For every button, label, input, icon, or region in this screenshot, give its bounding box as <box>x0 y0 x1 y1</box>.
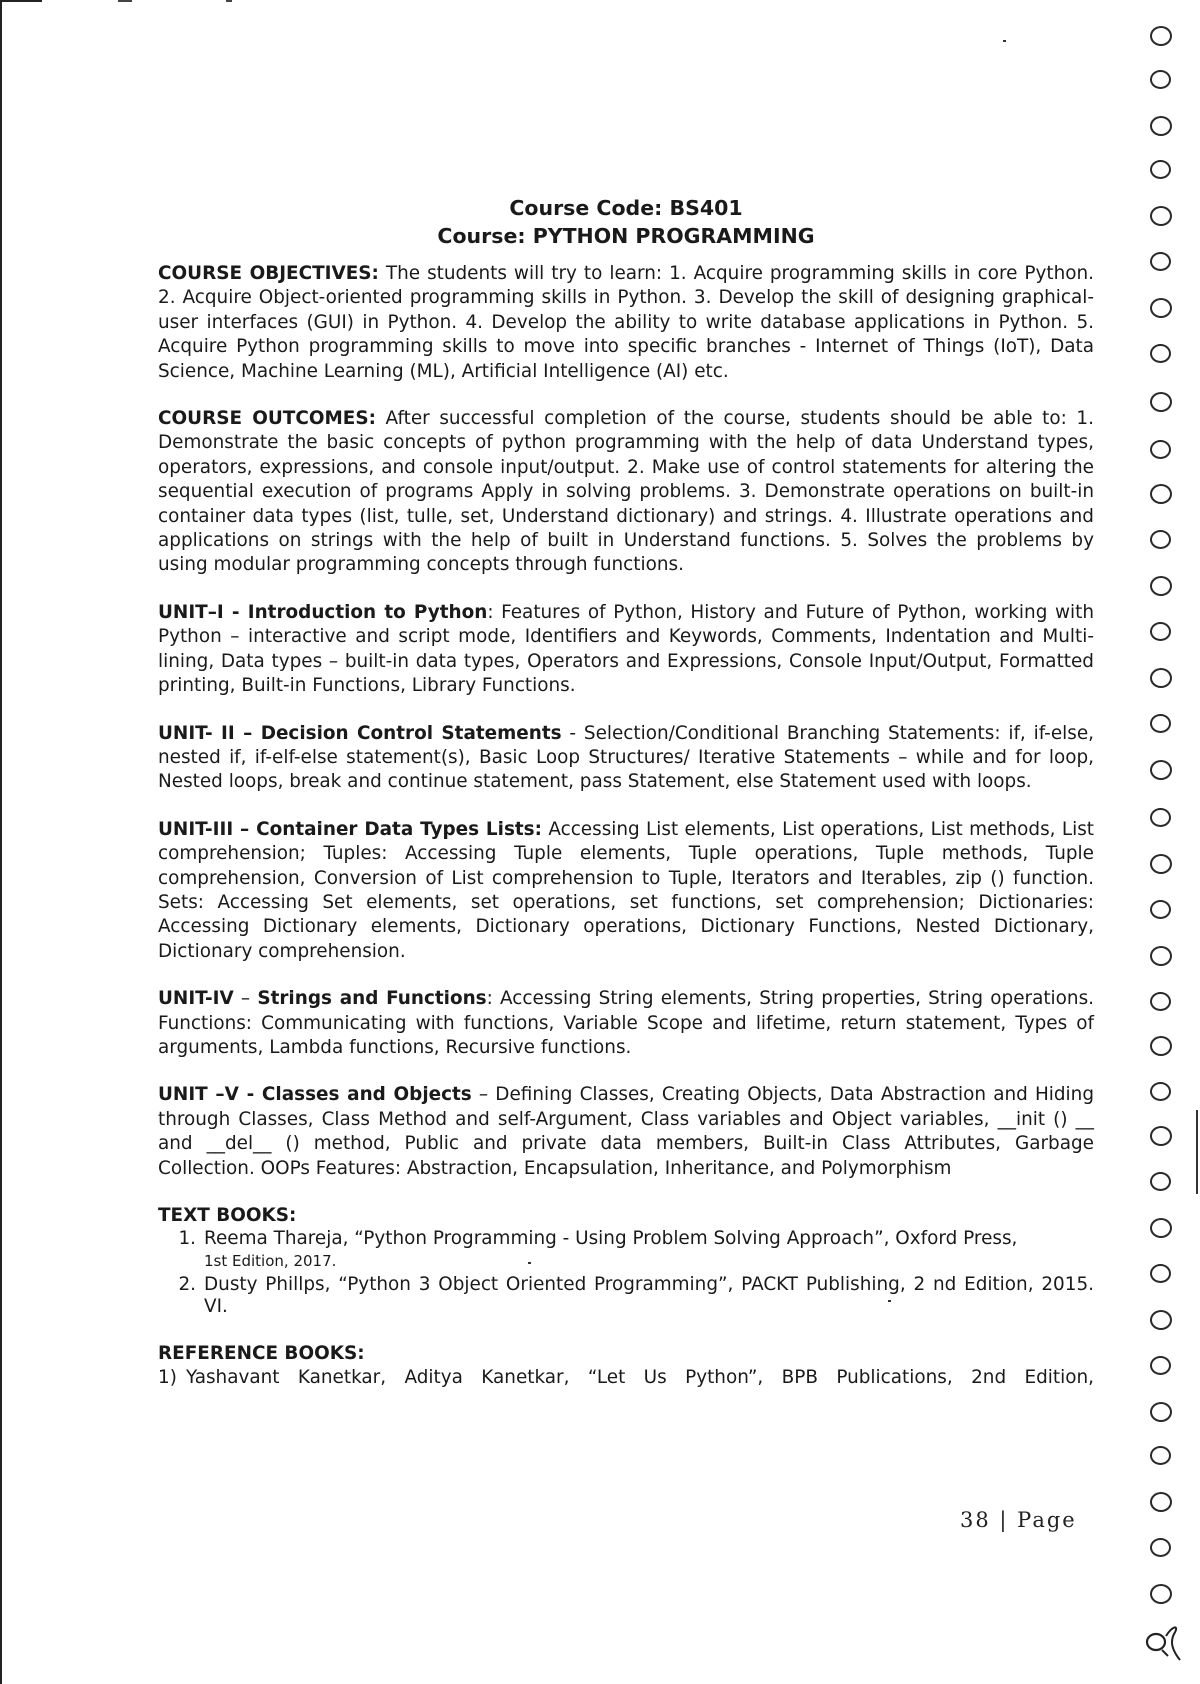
binding-hole-icon <box>1150 70 1171 89</box>
binding-hole-icon <box>1150 760 1172 780</box>
unit-1-text: : Features of Python, History and Future of Python, working with Python – interactive and script mode, Identifiers and Keywords, Comments, Indentation and Multi-lining, Data types – built-in data types, Operators and Expressions, Console Input/Output, Formatted printing, Built-in Functions, Library Functions. <box>158 601 1094 697</box>
course-outcomes <box>158 407 1094 578</box>
course-objectives <box>158 262 1094 384</box>
binding-hole-icon <box>1150 392 1172 412</box>
page-number: 38 | Page <box>960 1508 1077 1532</box>
objectives-text: The students will try to learn: 1. Acquire programming skills in core Python. 2. Acquire Object-oriented programming skills in Python. 3. Develop the skill of designing graphical-user interfaces (GUI) in Python. 4. Develop the ability to write database applications in Python. 5. Acquire Python programming skills to move into specific branches - Internet of Things (IoT), Data Science, Machine Learning (ML), Artificial Intelligence (AI) etc. <box>158 263 1094 382</box>
binding-hole-icon <box>1150 1356 1171 1375</box>
binding-hole-icon <box>1150 252 1171 271</box>
binding-hole-icon <box>1150 1492 1172 1512</box>
list-item-number: 2. <box>178 1274 196 1295</box>
unit-5-title: UNIT –V - Classes and Objects <box>158 1084 472 1106</box>
binding-hole-icon <box>1150 26 1172 46</box>
unit-3 <box>158 818 1094 964</box>
list-item-text: Reema Thareja, “Python Programming - Using Problem Solving Approach”, Oxford Press, <box>204 1228 1018 1249</box>
binding-hole-icon <box>1150 808 1171 827</box>
unit-4-title: Strings and Functions <box>257 988 487 1010</box>
unit-5-text: – Defining Classes, Creating Objects, Data Abstraction and Hiding through Classes, Class Method and self-Argument, Class variables and Object variables, __init () __ and __del__ () method, Public and private data members, Built-in Class Attributes, Garbage Collection. OOPs Features: Abstraction, Encapsulation, Inheritance, and Polymorphism <box>158 1084 1094 1179</box>
scan-edge-mark <box>1196 1110 1198 1194</box>
scan-speck <box>1003 40 1006 42</box>
binding-holes <box>1150 0 1190 1684</box>
list-item-number: 1) <box>158 1367 177 1388</box>
binding-hole-icon <box>1150 344 1171 363</box>
unit-4-text: : Accessing String elements, String properties, String operations. Functions: Communicating with functions, Variable Scope and lifetime, return statement, Types of arguments, Lambda functions, Recursive functions. <box>158 988 1094 1058</box>
unit-2-text: - Selection/Conditional Branching Statements: if, if-else, nested if, if-elf-else statement(s), Basic Loop Structures/ Iterative Statements – while and for loop, Nested loops, break and continue statement, pass Statement, else Statement used with loops. <box>158 722 1094 793</box>
binding-hole-icon <box>1150 530 1171 549</box>
binding-hole-icon <box>1150 1126 1172 1146</box>
binding-hole-icon <box>1150 440 1171 459</box>
text-books-list <box>158 1228 1094 1318</box>
reference-books-list <box>158 1366 1094 1390</box>
course-code: Course Code: BS401 <box>509 196 743 220</box>
scan-frame-top-edge <box>0 0 42 2</box>
binding-hole-icon <box>1150 576 1172 596</box>
course-header <box>158 194 1094 250</box>
list-item-text: Dusty Phillps, “Python 3 Object Oriented Programming”, PACKT Publishing, 2 nd Edition, 2015. VI. <box>204 1274 1094 1317</box>
list-item-edition: 1st Edition, 2017. <box>204 1252 337 1270</box>
binding-hole-icon <box>1150 946 1172 966</box>
scan-mark <box>226 0 232 2</box>
scan-mark <box>118 0 132 2</box>
scan-frame-left-edge <box>0 0 2 1684</box>
unit-4-title-dash: – <box>233 988 258 1010</box>
unit-3-title: UNIT-III – Container Data Types Lists: <box>158 818 542 840</box>
binding-hole-icon <box>1150 1402 1172 1422</box>
binding-hole-icon <box>1150 116 1172 136</box>
unit-5 <box>158 1083 1094 1181</box>
unit-4-title-prefix: UNIT-IV <box>158 988 234 1010</box>
binding-hole-icon <box>1150 484 1172 504</box>
list-item-text: Yashavant Kanetkar, Aditya Kanetkar, “Let Us Python”, BPB Publications, 2nd Edition, <box>186 1367 1094 1388</box>
binding-hole-icon <box>1150 1082 1171 1101</box>
unit-1-title: UNIT–I - Introduction to Python <box>158 601 488 623</box>
binding-hole-icon <box>1150 206 1172 226</box>
binding-hole-icon <box>1150 1172 1171 1191</box>
binding-hole-icon <box>1150 1538 1171 1557</box>
binding-hole-icon <box>1150 1584 1172 1604</box>
list-item-number: 1. <box>178 1228 196 1249</box>
reference-books-heading: REFERENCE BOOKS: <box>158 1343 365 1364</box>
binding-hole-icon <box>1150 622 1171 641</box>
unit-3-text: Accessing List elements, List operations, List methods, List comprehension; Tuples: Accessing Tuple elements, Tuple operations, Tuple methods, Tuple comprehension, Conversion of List comprehension to Tuple, Iterators and Iterables, zip () function. Sets: Accessing Set elements, set operations, set functions, set comprehension; Dictionaries: Accessing Dictionary elements, Dictionary operations, Dictionary Functions, Nested Dictionary, Dictionary comprehension. <box>158 818 1094 962</box>
binding-hole-icon <box>1150 992 1171 1011</box>
unit-2-title: UNIT- II – Decision Control Statements <box>158 722 562 744</box>
main-content <box>158 194 1094 1390</box>
binding-hole-icon <box>1150 1264 1171 1283</box>
outcomes-label: COURSE OUTCOMES: <box>158 408 376 430</box>
binding-hole-icon <box>1150 1446 1171 1465</box>
list-item <box>158 1228 1094 1272</box>
binding-hole-icon <box>1150 668 1172 688</box>
binding-hole-icon <box>1150 298 1172 318</box>
binding-hole-icon <box>1150 160 1171 179</box>
objectives-label: COURSE OBJECTIVES: <box>158 263 379 284</box>
list-item <box>158 1366 1094 1390</box>
binding-hole-icon <box>1150 1310 1172 1330</box>
handwritten-mark-icon <box>1142 1620 1186 1664</box>
binding-hole-icon <box>1150 714 1171 733</box>
outcomes-text: After successful completion of the course, students should be able to: 1. Demonstrate the basic concepts of python programming with the help of data Understand types, operators, expressions, and console input/output. 2. Make use of control statements for altering the sequential execution of programs Apply in solving problems. 3. Demonstrate operations on built-in container data types (list, tulle, set, Understand dictionary) and strings. 4. Illustrate operations and applications on strings with the help of built in Understand functions. 5. Solves the problems by using modular programming concepts through functions. <box>158 408 1094 576</box>
binding-hole-icon <box>1150 900 1171 919</box>
course-title: Course: PYTHON PROGRAMMING <box>437 224 815 248</box>
binding-hole-icon <box>1150 1036 1172 1056</box>
text-books-heading: TEXT BOOKS: <box>158 1205 297 1226</box>
unit-4 <box>158 987 1094 1060</box>
list-item <box>158 1274 1094 1318</box>
binding-hole-icon <box>1150 854 1172 874</box>
binding-hole-icon <box>1150 1218 1172 1238</box>
unit-1 <box>158 601 1094 699</box>
unit-2 <box>158 722 1094 795</box>
